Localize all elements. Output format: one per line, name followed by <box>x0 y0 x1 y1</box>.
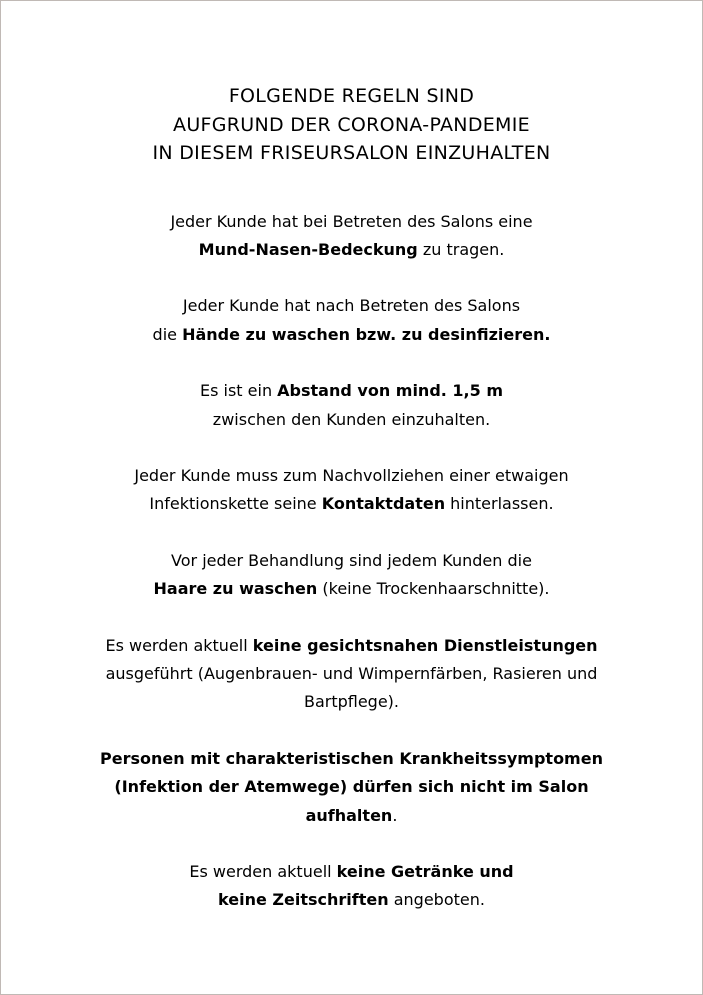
rule-line <box>1 802 702 830</box>
rule-text: Vor jeder Behandlung sind jedem Kunden die <box>171 550 532 570</box>
rule-text: hinterlassen. <box>445 494 554 514</box>
rule-text: Infektionskette seine <box>149 494 322 514</box>
rule-paragraph <box>1 292 702 349</box>
page-title <box>1 1 702 168</box>
rule-line <box>1 858 702 886</box>
rule-line <box>1 886 702 914</box>
rule-text: Es ist ein <box>199 381 278 401</box>
rule-text: zwischen den Kunden einzuhalten. <box>212 409 491 429</box>
rule-paragraph <box>1 377 702 434</box>
rule-text: (keine Trockenhaarschnitte). <box>317 579 550 599</box>
rule-paragraph <box>1 745 702 830</box>
rule-text: Es werden aktuell <box>105 635 253 655</box>
rule-line <box>1 660 702 688</box>
rule-text-bold: keine Getränke und <box>336 862 514 881</box>
page-title-line: IN DIESEM FRISEURSALON EINZUHALTEN <box>152 142 551 164</box>
rule-text-bold: Hände zu waschen bzw. zu desinfizieren. <box>182 324 551 344</box>
rule-text: ausgeführt (Augenbrauen- und Wimpernfärben, Rasieren und <box>105 663 598 683</box>
rule-line <box>1 236 702 264</box>
rule-text: Jeder Kunde hat nach Betreten des Salons <box>182 296 521 316</box>
rule-paragraph <box>1 632 702 717</box>
rule-line <box>1 462 702 490</box>
rule-line <box>1 377 702 405</box>
rule-text: Bartpflege). <box>303 692 400 712</box>
rule-paragraph <box>1 462 702 519</box>
rule-text-bold: Kontaktdaten <box>321 494 446 514</box>
rule-paragraph <box>1 208 702 265</box>
rules-list <box>1 208 702 915</box>
page-title-line: FOLGENDE REGELN SIND <box>228 85 475 107</box>
rule-text-bold: Abstand von mind. 1,5 m <box>277 381 504 401</box>
rule-line <box>1 406 702 434</box>
rule-text: die <box>152 324 183 344</box>
rule-line <box>1 547 702 575</box>
rule-text: angeboten. <box>388 890 485 910</box>
rule-line <box>1 745 702 773</box>
rule-paragraph <box>1 547 702 604</box>
rule-line <box>1 292 702 320</box>
rule-text: zu tragen. <box>417 239 505 259</box>
rule-text-bold: aufhalten <box>305 805 393 825</box>
rule-text: Es werden aktuell <box>189 862 337 881</box>
rule-line <box>1 773 702 801</box>
rule-line <box>1 208 702 236</box>
rule-text: . <box>392 805 398 825</box>
rule-line <box>1 688 702 716</box>
rule-text-bold: Mund-Nasen-Bedeckung <box>198 239 418 259</box>
rule-text-bold: Personen mit charakteristischen Krankheitssymptomen <box>100 748 603 768</box>
page-title-line: AUFGRUND DER CORONA-PANDEMIE <box>173 113 530 136</box>
rule-paragraph <box>1 858 702 915</box>
rule-line <box>1 632 702 660</box>
rule-text-bold: keine gesichtsnahen Dienstleistungen <box>252 635 598 655</box>
rule-text: Jeder Kunde muss zum Nachvollziehen einer etwaigen <box>134 465 569 485</box>
rule-line <box>1 490 702 518</box>
rule-line <box>1 321 702 349</box>
rule-text-bold: Haare zu waschen <box>153 579 318 599</box>
rule-text-bold: (Infektion der Atemwege) dürfen sich nicht im Salon <box>114 777 589 797</box>
rule-line <box>1 575 702 603</box>
rule-text-bold: keine Zeitschriften <box>218 890 389 910</box>
rule-text: Jeder Kunde hat bei Betreten des Salons eine <box>170 211 533 231</box>
